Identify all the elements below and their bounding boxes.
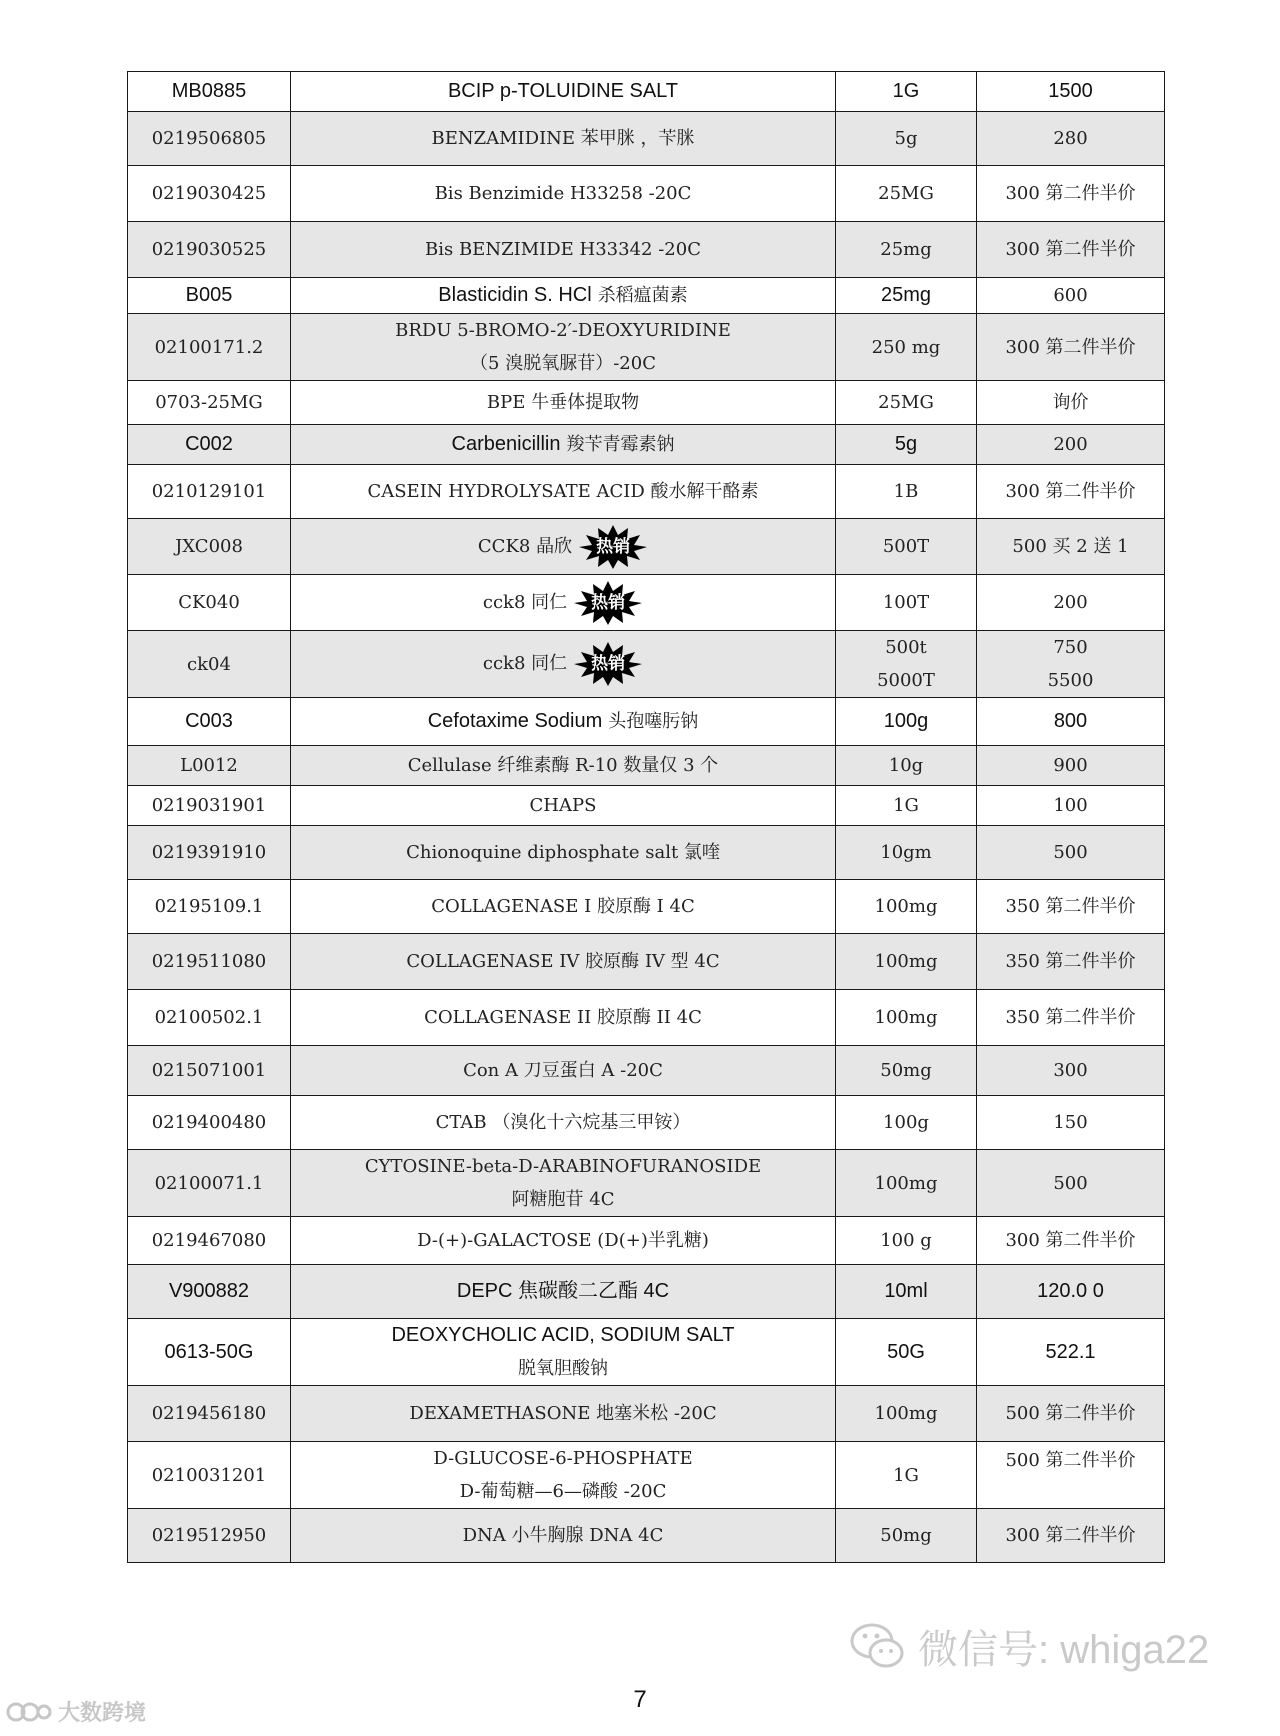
package-size-text: 25MG — [878, 183, 934, 204]
product-code-cell: L0012 — [128, 746, 291, 786]
price-text: 500 — [1053, 842, 1088, 863]
product-name-text: CYTOSINE-beta-D-ARABINOFURANOSIDE — [364, 1156, 762, 1177]
product-name-text: Bis Benzimide H33258 -20C — [434, 183, 692, 204]
price-cell — [977, 631, 1165, 698]
product-name-cn-text: 杀稻瘟菌素 — [597, 285, 688, 306]
price-text: 300 第二件半价 — [1005, 1230, 1136, 1251]
product-name-text: BPE 牛垂体提取物 — [486, 392, 640, 413]
price-text: 300 第二件半价 — [1005, 1525, 1136, 1546]
product-name-cell — [291, 1386, 836, 1442]
package-size-cell — [836, 1265, 977, 1319]
product-code-cell: 0219467080 — [128, 1217, 291, 1265]
package-size-cell — [836, 1217, 977, 1265]
product-name-cell — [291, 222, 836, 278]
product-name-cell — [291, 746, 836, 786]
product-name-line2-text: 脱氧胆酸钠 — [518, 1358, 608, 1379]
price-cell — [977, 381, 1165, 425]
table-row — [128, 786, 1165, 826]
product-code-cell: 0613-50G — [128, 1319, 291, 1386]
table-row — [128, 381, 1165, 425]
brand-watermark — [6, 1696, 146, 1727]
price-text: 500 第二件半价 — [1005, 1403, 1136, 1424]
table-row — [128, 1319, 1165, 1386]
product-code-cell: 0219456180 — [128, 1386, 291, 1442]
product-name-cell — [291, 934, 836, 990]
product-code-cell: 0219512950 — [128, 1509, 291, 1563]
table-row — [128, 1046, 1165, 1096]
package-size-cell — [836, 519, 977, 575]
product-name-text: DEXAMETHASONE 地塞米松 -20C — [409, 1403, 717, 1424]
table-row — [128, 166, 1165, 222]
price-text: 300 第二件半价 — [1005, 239, 1136, 260]
package-size-text: 100mg — [874, 1007, 938, 1028]
product-name-cell — [291, 1150, 836, 1217]
product-name-text: D-GLUCOSE-6-PHOSPHATE — [433, 1448, 693, 1469]
package-size-text: 100g — [883, 710, 929, 732]
price-text: 900 — [1053, 755, 1088, 776]
package-size-cell — [836, 72, 977, 112]
product-name-cell — [291, 826, 836, 880]
product-name-line2-text: D-葡萄糖—6—磷酸 -20C — [459, 1481, 667, 1502]
package-size-text: 100 g — [880, 1230, 932, 1251]
table-row — [128, 72, 1165, 112]
product-code-cell: 0219030425 — [128, 166, 291, 222]
price-cell — [977, 826, 1165, 880]
package-size-cell — [836, 1150, 977, 1217]
hot-sale-badge — [578, 524, 648, 570]
package-size-text: 500T — [882, 536, 930, 557]
price-cell — [977, 425, 1165, 465]
product-name-cell — [291, 631, 836, 698]
package-size-cell — [836, 1046, 977, 1096]
hot-sale-badge — [573, 641, 643, 687]
price-text: 500 — [1053, 1172, 1088, 1194]
package-size-text: 100mg — [874, 1172, 938, 1194]
table-row — [128, 465, 1165, 519]
price-cell — [977, 1217, 1165, 1265]
table-row — [128, 1265, 1165, 1319]
table-row — [128, 1509, 1165, 1563]
price-cell — [977, 519, 1165, 575]
package-size-text: 10gm — [880, 842, 932, 863]
product-name-cell — [291, 1217, 836, 1265]
product-code-cell: 02195109.1 — [128, 880, 291, 934]
price-cell — [977, 934, 1165, 990]
table-row — [128, 880, 1165, 934]
product-name-text: DEPC 焦碳酸二乙酯 4C — [456, 1280, 670, 1302]
table-row — [128, 934, 1165, 990]
price-cell — [977, 698, 1165, 746]
package-size-text: 5g — [894, 433, 918, 455]
price-text: 询价 — [1052, 392, 1089, 413]
package-size-text: 25mg — [880, 239, 932, 260]
product-name-cell — [291, 465, 836, 519]
package-size-text: 25MG — [878, 392, 934, 413]
product-code-cell: 0703-25MG — [128, 381, 291, 425]
price-cell — [977, 746, 1165, 786]
package-size-cell — [836, 278, 977, 314]
product-name-text: cck8 同仁 — [482, 653, 568, 674]
product-code-cell: B005 — [128, 278, 291, 314]
product-name-line2-text: （5 溴脱氧脲苷）-20C — [470, 353, 656, 374]
wechat-watermark — [848, 1616, 1209, 1676]
price-cell — [977, 990, 1165, 1046]
package-size-text: 1G — [893, 1464, 919, 1486]
product-name-text: Con A 刀豆蛋白 A -20C — [463, 1060, 663, 1081]
product-name-cell — [291, 1046, 836, 1096]
product-name-text: CASEIN HYDROLYSATE ACID 酸水解干酪素 — [367, 481, 759, 502]
package-size-text: 100mg — [874, 1403, 938, 1424]
package-size-cell — [836, 575, 977, 631]
product-name-cell — [291, 72, 836, 112]
brand-logo-icon — [6, 1697, 52, 1727]
package-size-cell — [836, 465, 977, 519]
product-code-cell: 0219400480 — [128, 1096, 291, 1150]
package-size-cell — [836, 746, 977, 786]
price-text: 300 — [1053, 1060, 1088, 1081]
product-name-cell — [291, 786, 836, 826]
product-name-cell — [291, 278, 836, 314]
price-cell — [977, 465, 1165, 519]
package-size-cell — [836, 112, 977, 166]
package-size-cell — [836, 990, 977, 1046]
price-cell — [977, 278, 1165, 314]
price-cell — [977, 1096, 1165, 1150]
price-cell — [977, 1319, 1165, 1386]
product-name-text: cck8 同仁 — [482, 591, 568, 613]
price-cell — [977, 1150, 1165, 1217]
product-name-text: COLLAGENASE IV 胶原酶 IV 型 4C — [406, 951, 720, 972]
price-text: 500 买 2 送 1 — [1012, 536, 1129, 557]
price-text: 280 — [1053, 128, 1088, 149]
package-size-cell — [836, 631, 977, 698]
product-code-cell: V900882 — [128, 1265, 291, 1319]
product-name-text: Cellulase 纤维素酶 R-10 数量仅 3 个 — [407, 755, 719, 776]
package-size-cell — [836, 166, 977, 222]
product-name-text: COLLAGENASE I 胶原酶 I 4C — [431, 896, 695, 917]
product-code-cell: 0219031901 — [128, 786, 291, 826]
price-text: 750 — [1053, 637, 1088, 658]
package-size-cell — [836, 1386, 977, 1442]
product-code-cell: 0210129101 — [128, 465, 291, 519]
price-cell — [977, 166, 1165, 222]
product-code-cell: CK040 — [128, 575, 291, 631]
product-name-cell — [291, 314, 836, 381]
price-text: 800 — [1053, 710, 1088, 732]
price-text: 100 — [1053, 795, 1088, 816]
product-name-cell — [291, 1442, 836, 1509]
product-name-cn-text: 羧苄青霉素钠 — [566, 434, 675, 455]
product-name-text: Cefotaxime Sodium — [427, 710, 603, 732]
product-code-cell: ck04 — [128, 631, 291, 698]
package-size-cell — [836, 786, 977, 826]
product-name-text: COLLAGENASE II 胶原酶 II 4C — [424, 1007, 702, 1028]
product-name-cell — [291, 1319, 836, 1386]
wechat-watermark-text: 微信号: whiga22 — [918, 1627, 1210, 1672]
hot-sale-badge-label: 热销 — [591, 592, 626, 613]
price-text: 350 第二件半价 — [1005, 896, 1136, 917]
table-row — [128, 1386, 1165, 1442]
price-text: 600 — [1053, 285, 1088, 306]
package-size-text: 100mg — [874, 951, 938, 972]
product-name-text: BENZAMIDINE 苯甲脒 ，苄脒 — [431, 128, 695, 149]
price-text: 350 第二件半价 — [1005, 1007, 1136, 1028]
product-price-table — [127, 71, 1165, 1563]
price-text: 300 第二件半价 — [1005, 481, 1136, 502]
price-cell — [977, 1442, 1165, 1509]
price-text: 522.1 — [1045, 1340, 1096, 1363]
wechat-logo-icon — [848, 1621, 908, 1671]
product-name-line2-text: 阿糖胞苷 4C — [511, 1189, 615, 1210]
package-size-text: 10ml — [884, 1280, 928, 1302]
price-cell — [977, 575, 1165, 631]
product-code-cell: 0219391910 — [128, 826, 291, 880]
price-text: 300 第二件半价 — [1005, 336, 1136, 358]
price-text: 350 第二件半价 — [1005, 951, 1136, 972]
product-code-cell: 02100071.1 — [128, 1150, 291, 1217]
page-number: 7 — [633, 1686, 647, 1713]
product-name-cell — [291, 880, 836, 934]
package-size-text: 100g — [883, 1112, 929, 1133]
table-row — [128, 112, 1165, 166]
package-size-text: 25mg — [880, 284, 932, 306]
price-cell — [977, 786, 1165, 826]
product-code-cell: 0210031201 — [128, 1442, 291, 1509]
product-code-cell: MB0885 — [128, 72, 291, 112]
package-size-text: 10g — [888, 755, 924, 776]
table-row — [128, 222, 1165, 278]
product-name-cell — [291, 990, 836, 1046]
product-name-text: DNA 小牛胸腺 DNA 4C — [462, 1525, 664, 1546]
product-name-cell — [291, 166, 836, 222]
package-size-text: 5000T — [877, 670, 935, 691]
table-row — [128, 990, 1165, 1046]
hot-sale-badge-label: 热销 — [596, 536, 631, 557]
product-table-body — [128, 72, 1165, 1563]
package-size-text: 50mg — [880, 1525, 932, 1546]
package-size-text: 500t — [885, 637, 927, 658]
package-size-cell — [836, 1096, 977, 1150]
price-cell — [977, 314, 1165, 381]
product-code-cell: 02100171.2 — [128, 314, 291, 381]
product-code-cell: 0219506805 — [128, 112, 291, 166]
package-size-cell — [836, 381, 977, 425]
price-cell — [977, 222, 1165, 278]
product-name-text: CCK8 晶欣 — [477, 535, 573, 557]
package-size-cell — [836, 425, 977, 465]
product-name-cell — [291, 112, 836, 166]
package-size-text: 1G — [892, 80, 920, 102]
product-code-cell: 0219511080 — [128, 934, 291, 990]
product-name-cell — [291, 519, 836, 575]
table-row — [128, 575, 1165, 631]
package-size-cell — [836, 314, 977, 381]
product-name-cell — [291, 698, 836, 746]
product-name-text: BCIP p-TOLUIDINE SALT — [447, 80, 679, 102]
product-name-cell — [291, 1265, 836, 1319]
table-row — [128, 746, 1165, 786]
price-cell — [977, 112, 1165, 166]
package-size-cell — [836, 698, 977, 746]
package-size-cell — [836, 934, 977, 990]
price-text: 300 第二件半价 — [1005, 183, 1136, 204]
price-cell — [977, 1046, 1165, 1096]
table-row — [128, 425, 1165, 465]
product-name-cell — [291, 1509, 836, 1563]
product-name-text: Chionoquine diphosphate salt 氯喹 — [406, 842, 720, 863]
package-size-cell — [836, 1509, 977, 1563]
table-row — [128, 826, 1165, 880]
table-row — [128, 1442, 1165, 1509]
package-size-cell — [836, 826, 977, 880]
product-code-cell: 02100502.1 — [128, 990, 291, 1046]
price-text: 1500 — [1048, 80, 1093, 102]
package-size-cell — [836, 222, 977, 278]
price-cell — [977, 1509, 1165, 1563]
price-cell — [977, 1386, 1165, 1442]
table-row — [128, 1096, 1165, 1150]
table-row — [128, 519, 1165, 575]
product-code-cell: 0219030525 — [128, 222, 291, 278]
package-size-cell — [836, 1442, 977, 1509]
package-size-text: 250 mg — [871, 336, 941, 358]
package-size-text: 1G — [893, 795, 919, 816]
product-name-text: BRDU 5-BROMO-2′-DEOXYURIDINE — [395, 320, 731, 341]
product-code-cell: C003 — [128, 698, 291, 746]
product-name-cell — [291, 425, 836, 465]
package-size-text: 50mg — [880, 1060, 932, 1081]
product-name-cell — [291, 381, 836, 425]
product-code-cell: 0215071001 — [128, 1046, 291, 1096]
product-name-cell — [291, 1096, 836, 1150]
product-name-text: Bis BENZIMIDE H33342 -20C — [425, 239, 701, 260]
product-name-text: CHAPS — [529, 795, 597, 816]
product-name-text: DEOXYCHOLIC ACID, SODIUM SALT — [391, 1324, 735, 1346]
table-row — [128, 698, 1165, 746]
table-row — [128, 278, 1165, 314]
product-name-text: CTAB （溴化十六烷基三甲铵） — [435, 1112, 691, 1133]
product-name-text: Blasticidin S. HCl — [438, 284, 592, 306]
package-size-cell — [836, 1319, 977, 1386]
price-text: 200 — [1053, 592, 1088, 613]
product-name-cn-text: 头孢噻肟钠 — [608, 711, 699, 732]
package-size-text: 100mg — [874, 896, 938, 917]
package-size-text: 5g — [894, 128, 918, 149]
package-size-text: 50G — [887, 1340, 925, 1363]
product-code-cell: C002 — [128, 425, 291, 465]
price-text: 500 第二件半价 — [1005, 1450, 1136, 1471]
table-row — [128, 314, 1165, 381]
package-size-text: 1B — [893, 481, 919, 502]
product-name-cell — [291, 575, 836, 631]
price-cell — [977, 72, 1165, 112]
price-text: 150 — [1053, 1112, 1088, 1133]
product-name-text: Carbenicillin — [451, 433, 561, 455]
table-row — [128, 1150, 1165, 1217]
package-size-cell — [836, 880, 977, 934]
price-text: 200 — [1053, 434, 1088, 455]
table-row — [128, 1217, 1165, 1265]
price-text: 5500 — [1047, 670, 1094, 691]
hot-sale-badge-label: 热销 — [591, 654, 626, 674]
product-name-text: D-(+)-GALACTOSE (D(+)半乳糖) — [417, 1230, 709, 1251]
product-code-cell: JXC008 — [128, 519, 291, 575]
price-text: 120.0 0 — [1037, 1280, 1104, 1302]
table-row — [128, 631, 1165, 698]
brand-watermark-text: 大数跨境 — [58, 1701, 147, 1726]
price-cell — [977, 1265, 1165, 1319]
hot-sale-badge — [573, 580, 643, 626]
price-cell — [977, 880, 1165, 934]
package-size-text: 100T — [882, 592, 930, 613]
